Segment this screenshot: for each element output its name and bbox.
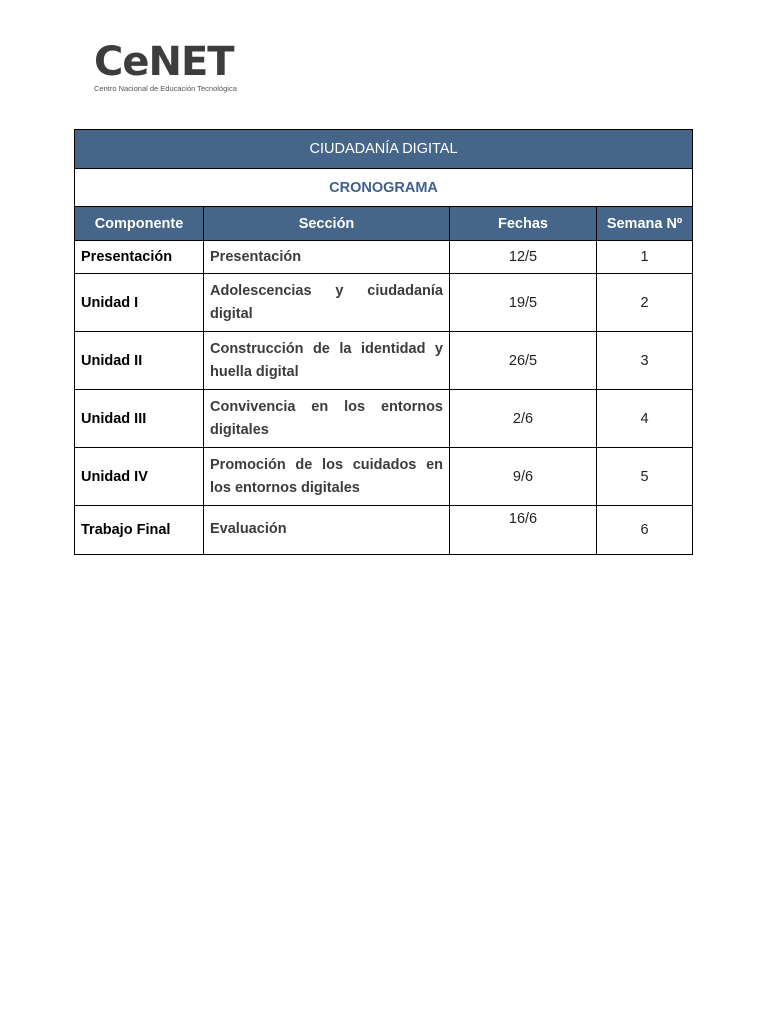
logo-wordmark: CeNET	[94, 39, 234, 85]
table-row	[75, 390, 693, 448]
header-seccion: Sección	[204, 207, 450, 241]
logo-subtitle: Centro Nacional de Educación Tecnológica	[94, 84, 237, 93]
cell-seccion: Adolescencias y ciudadanía digital	[204, 274, 450, 332]
cell-fecha: 26/5	[450, 332, 597, 390]
table-header-row	[75, 207, 693, 241]
table-row	[75, 448, 693, 506]
cell-seccion: Presentación	[204, 241, 450, 274]
cell-componente: Unidad IV	[75, 448, 204, 506]
table-row	[75, 332, 693, 390]
table-title: CIUDADANÍA DIGITAL	[75, 130, 693, 169]
cell-componente: Trabajo Final	[75, 506, 204, 555]
table-title-row	[75, 130, 693, 169]
table-row	[75, 241, 693, 274]
cell-componente: Unidad II	[75, 332, 204, 390]
table-row	[75, 274, 693, 332]
cell-fecha: 12/5	[450, 241, 597, 274]
cell-semana: 6	[597, 506, 693, 555]
cell-fecha: 19/5	[450, 274, 597, 332]
cell-semana: 4	[597, 390, 693, 448]
cell-seccion: Construcción de la identidad y huella digital	[204, 332, 450, 390]
cell-componente: Presentación	[75, 241, 204, 274]
cell-semana: 5	[597, 448, 693, 506]
table-subtitle: CRONOGRAMA	[75, 169, 693, 207]
schedule-table	[74, 129, 693, 555]
header-semana: Semana Nº	[597, 207, 693, 241]
table-subtitle-row	[75, 169, 693, 207]
header-fechas: Fechas	[450, 207, 597, 241]
cell-fecha: 16/6	[450, 506, 597, 555]
header-componente: Componente	[75, 207, 204, 241]
cell-semana: 3	[597, 332, 693, 390]
cell-seccion: Convivencia en los entornos digitales	[204, 390, 450, 448]
cell-fecha: 9/6	[450, 448, 597, 506]
cell-seccion: Evaluación	[204, 506, 450, 555]
cell-seccion: Promoción de los cuidados en los entornos digitales	[204, 448, 450, 506]
cell-semana: 1	[597, 241, 693, 274]
cell-fecha: 2/6	[450, 390, 597, 448]
cell-semana: 2	[597, 274, 693, 332]
cell-componente: Unidad III	[75, 390, 204, 448]
cell-componente: Unidad I	[75, 274, 204, 332]
table-row	[75, 506, 693, 555]
cenet-logo	[94, 40, 244, 93]
